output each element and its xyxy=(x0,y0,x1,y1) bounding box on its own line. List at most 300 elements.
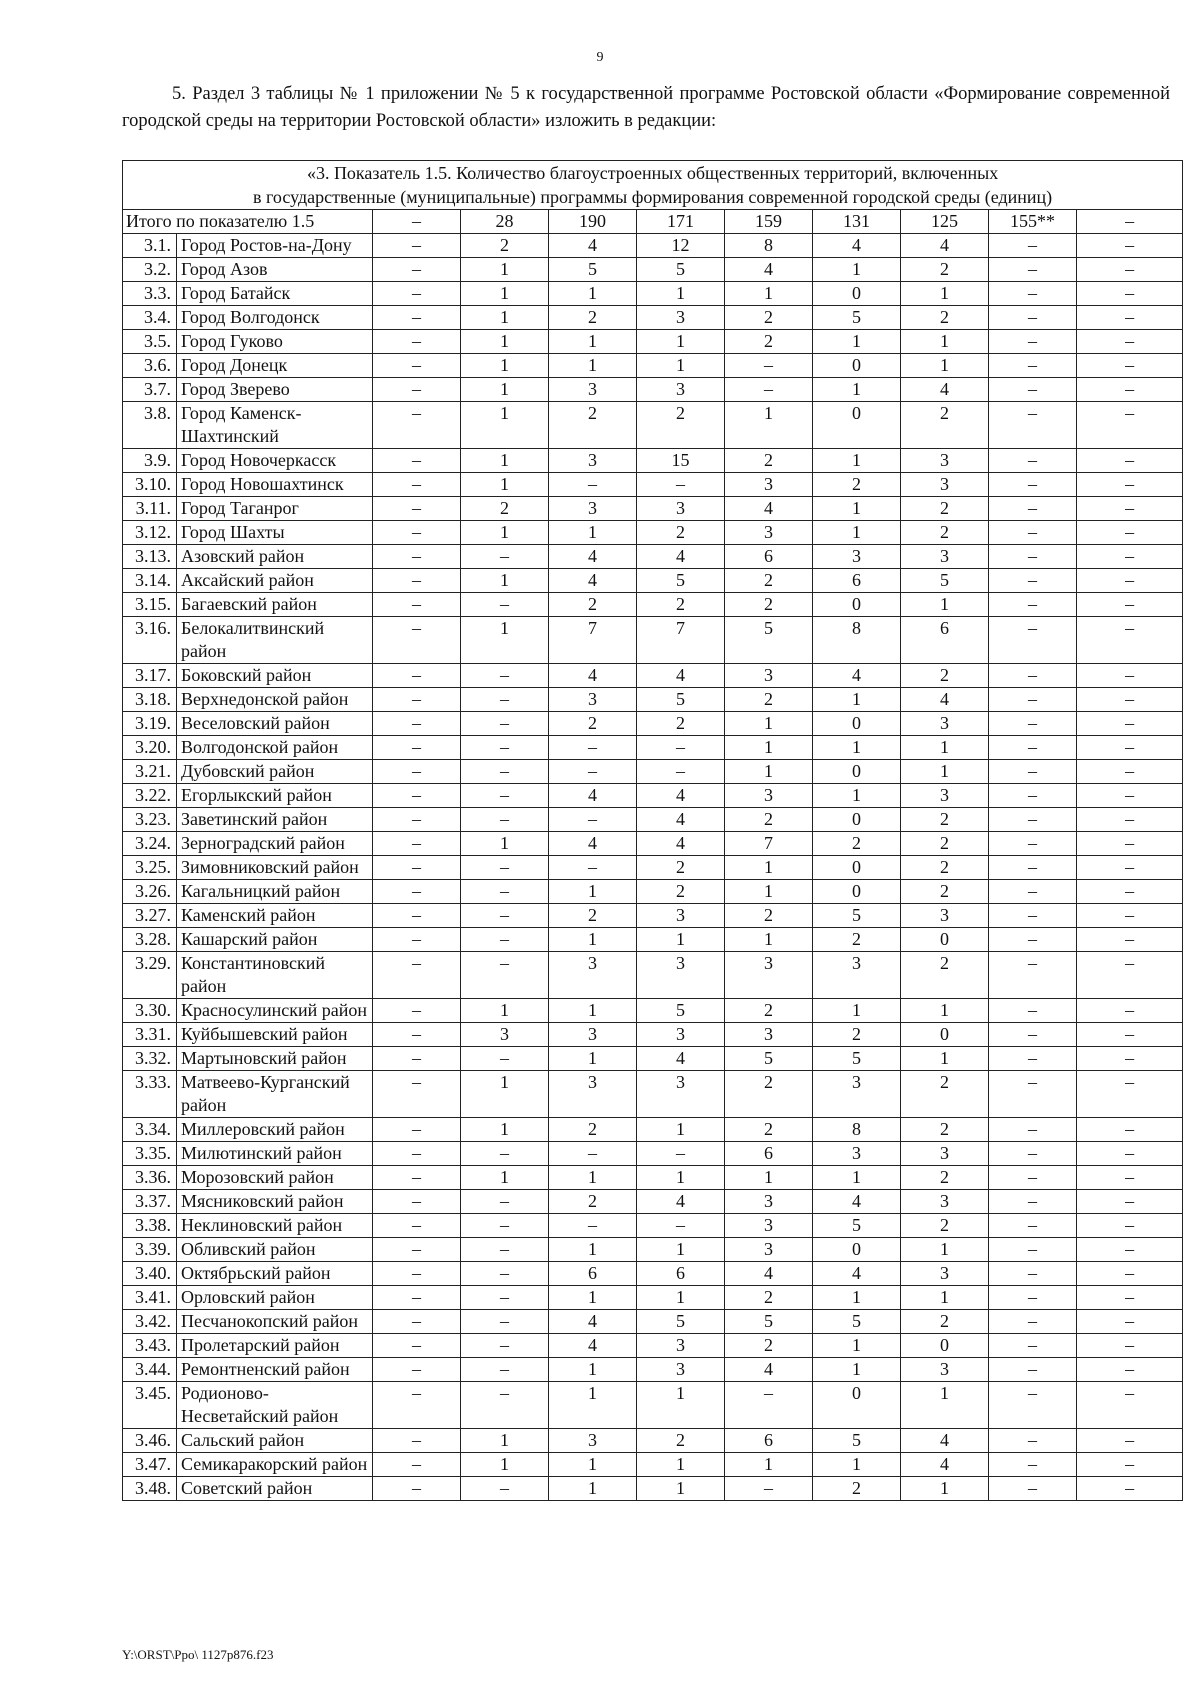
value-cell: – xyxy=(1077,378,1183,402)
value-cell: 1 xyxy=(901,1477,989,1501)
value-cell: – xyxy=(1077,712,1183,736)
row-number: 3.4. xyxy=(123,306,177,330)
value-cell: – xyxy=(1077,808,1183,832)
value-cell: 0 xyxy=(813,880,901,904)
value-cell: 3 xyxy=(637,1023,725,1047)
value-cell: 5 xyxy=(637,999,725,1023)
value-cell: 3 xyxy=(813,1071,901,1118)
row-number: 3.7. xyxy=(123,378,177,402)
value-cell: 1 xyxy=(901,1382,989,1429)
table-title xyxy=(123,161,1183,210)
value-cell: 3 xyxy=(461,1023,549,1047)
value-cell: 2 xyxy=(725,1286,813,1310)
value-cell: – xyxy=(1077,1382,1183,1429)
row-number: 3.16. xyxy=(123,617,177,664)
value-cell: 8 xyxy=(725,234,813,258)
value-cell: – xyxy=(989,497,1077,521)
value-cell: 2 xyxy=(813,928,901,952)
value-cell: – xyxy=(373,1238,461,1262)
value-cell: – xyxy=(1077,736,1183,760)
value-cell: 1 xyxy=(549,354,637,378)
row-number: 3.2. xyxy=(123,258,177,282)
value-cell: – xyxy=(989,664,1077,688)
value-cell: 2 xyxy=(901,832,989,856)
total-value: 159 xyxy=(725,210,813,234)
value-cell: – xyxy=(725,354,813,378)
value-cell: 3 xyxy=(901,712,989,736)
value-cell: 0 xyxy=(813,856,901,880)
value-cell: – xyxy=(373,617,461,664)
value-cell: 1 xyxy=(813,688,901,712)
footer-file-path: Y:\ORST\Ppo\ 1127p876.f23 xyxy=(122,1647,274,1662)
value-cell: 1 xyxy=(461,617,549,664)
value-cell: 3 xyxy=(901,473,989,497)
value-cell: 1 xyxy=(725,856,813,880)
value-cell: – xyxy=(373,1453,461,1477)
table-row xyxy=(123,282,1183,306)
value-cell: 2 xyxy=(549,593,637,617)
value-cell: 1 xyxy=(461,378,549,402)
table-row xyxy=(123,1238,1183,1262)
table-row xyxy=(123,1382,1183,1429)
table-row xyxy=(123,1453,1183,1477)
value-cell: – xyxy=(989,617,1077,664)
municipality-name: Родионово-Несветайский район xyxy=(177,1382,373,1429)
value-cell: – xyxy=(373,1023,461,1047)
value-cell: 2 xyxy=(901,808,989,832)
value-cell: 0 xyxy=(813,354,901,378)
value-cell: 1 xyxy=(725,402,813,449)
value-cell: 2 xyxy=(725,569,813,593)
row-number: 3.24. xyxy=(123,832,177,856)
row-number: 3.42. xyxy=(123,1310,177,1334)
row-number: 3.19. xyxy=(123,712,177,736)
value-cell: 2 xyxy=(901,880,989,904)
value-cell: 2 xyxy=(549,306,637,330)
value-cell: 1 xyxy=(901,1047,989,1071)
table-row xyxy=(123,593,1183,617)
municipality-name: Обливский район xyxy=(177,1238,373,1262)
value-cell: 1 xyxy=(725,1453,813,1477)
value-cell: 1 xyxy=(637,282,725,306)
value-cell: 3 xyxy=(901,1358,989,1382)
value-cell: 1 xyxy=(549,880,637,904)
value-cell: 1 xyxy=(725,736,813,760)
value-cell: – xyxy=(989,928,1077,952)
value-cell: 8 xyxy=(813,1118,901,1142)
value-cell: 1 xyxy=(461,354,549,378)
municipality-name: Песчанокопский район xyxy=(177,1310,373,1334)
value-cell: 0 xyxy=(901,928,989,952)
row-number: 3.9. xyxy=(123,449,177,473)
value-cell: – xyxy=(989,330,1077,354)
value-cell: – xyxy=(637,760,725,784)
table-title-row xyxy=(123,161,1183,210)
value-cell: – xyxy=(989,1214,1077,1238)
value-cell: 1 xyxy=(901,736,989,760)
value-cell: – xyxy=(373,712,461,736)
value-cell: – xyxy=(373,1071,461,1118)
value-cell: 2 xyxy=(549,904,637,928)
value-cell: 2 xyxy=(725,449,813,473)
value-cell: 3 xyxy=(549,1429,637,1453)
municipality-name: Миллеровский район xyxy=(177,1118,373,1142)
value-cell: 4 xyxy=(637,784,725,808)
value-cell: 1 xyxy=(549,282,637,306)
row-number: 3.10. xyxy=(123,473,177,497)
value-cell: 3 xyxy=(637,1334,725,1358)
row-number: 3.30. xyxy=(123,999,177,1023)
value-cell: – xyxy=(989,1166,1077,1190)
value-cell: – xyxy=(1077,1358,1183,1382)
value-cell: – xyxy=(989,904,1077,928)
row-number: 3.18. xyxy=(123,688,177,712)
value-cell: 1 xyxy=(461,832,549,856)
value-cell: 3 xyxy=(725,1190,813,1214)
municipality-name: Город Таганрог xyxy=(177,497,373,521)
value-cell: 2 xyxy=(901,521,989,545)
municipality-name: Город Новочеркасск xyxy=(177,449,373,473)
value-cell: 0 xyxy=(813,712,901,736)
value-cell: – xyxy=(1077,1047,1183,1071)
value-cell: – xyxy=(1077,473,1183,497)
municipality-name: Кагальницкий район xyxy=(177,880,373,904)
municipality-name: Куйбышевский район xyxy=(177,1023,373,1047)
value-cell: – xyxy=(1077,1142,1183,1166)
value-cell: 6 xyxy=(813,569,901,593)
value-cell: 1 xyxy=(813,1166,901,1190)
value-cell: 1 xyxy=(461,569,549,593)
value-cell: 4 xyxy=(637,1190,725,1214)
value-cell: 2 xyxy=(901,306,989,330)
page-number: 9 xyxy=(596,50,604,65)
value-cell: – xyxy=(461,760,549,784)
value-cell: 2 xyxy=(637,521,725,545)
value-cell: 1 xyxy=(549,330,637,354)
row-number: 3.36. xyxy=(123,1166,177,1190)
municipality-name: Город Зверево xyxy=(177,378,373,402)
value-cell: – xyxy=(1077,1023,1183,1047)
value-cell: – xyxy=(461,1358,549,1382)
table-row xyxy=(123,688,1183,712)
value-cell: – xyxy=(989,473,1077,497)
value-cell: – xyxy=(989,880,1077,904)
municipality-name: Неклиновский район xyxy=(177,1214,373,1238)
value-cell: – xyxy=(373,999,461,1023)
value-cell: – xyxy=(1077,1071,1183,1118)
value-cell: – xyxy=(373,330,461,354)
value-cell: – xyxy=(1077,306,1183,330)
value-cell: – xyxy=(1077,784,1183,808)
value-cell: – xyxy=(373,282,461,306)
total-value: 125 xyxy=(901,210,989,234)
table-row xyxy=(123,569,1183,593)
municipality-name: Кашарский район xyxy=(177,928,373,952)
municipality-name: Город Шахты xyxy=(177,521,373,545)
value-cell: 2 xyxy=(901,1310,989,1334)
value-cell: 2 xyxy=(901,1166,989,1190)
value-cell: – xyxy=(989,1358,1077,1382)
value-cell: 4 xyxy=(901,234,989,258)
value-cell: – xyxy=(461,784,549,808)
value-cell: 4 xyxy=(901,1429,989,1453)
value-cell: 2 xyxy=(901,1214,989,1238)
municipality-name: Пролетарский район xyxy=(177,1334,373,1358)
value-cell: – xyxy=(373,1142,461,1166)
value-cell: 3 xyxy=(813,545,901,569)
value-cell: – xyxy=(1077,1429,1183,1453)
value-cell: 3 xyxy=(549,1023,637,1047)
value-cell: – xyxy=(989,999,1077,1023)
value-cell: – xyxy=(1077,282,1183,306)
municipality-name: Каменский район xyxy=(177,904,373,928)
value-cell: – xyxy=(989,521,1077,545)
table-row xyxy=(123,904,1183,928)
value-cell: 2 xyxy=(725,999,813,1023)
value-cell: – xyxy=(989,1190,1077,1214)
table-row xyxy=(123,736,1183,760)
value-cell: 4 xyxy=(637,545,725,569)
row-number: 3.25. xyxy=(123,856,177,880)
value-cell: 7 xyxy=(549,617,637,664)
value-cell: 3 xyxy=(637,952,725,999)
value-cell: 0 xyxy=(813,760,901,784)
value-cell: – xyxy=(373,258,461,282)
value-cell: – xyxy=(1077,234,1183,258)
value-cell: 1 xyxy=(813,378,901,402)
value-cell: – xyxy=(373,354,461,378)
value-cell: 0 xyxy=(901,1023,989,1047)
value-cell: – xyxy=(989,1334,1077,1358)
row-number: 3.22. xyxy=(123,784,177,808)
municipality-name: Ремонтненский район xyxy=(177,1358,373,1382)
value-cell: 1 xyxy=(725,880,813,904)
value-cell: – xyxy=(461,1047,549,1071)
value-cell: 2 xyxy=(813,1023,901,1047)
value-cell: – xyxy=(725,1477,813,1501)
value-cell: 2 xyxy=(725,808,813,832)
value-cell: – xyxy=(1077,928,1183,952)
municipality-name: Боковский район xyxy=(177,664,373,688)
row-number: 3.48. xyxy=(123,1477,177,1501)
value-cell: 3 xyxy=(901,904,989,928)
value-cell: – xyxy=(1077,856,1183,880)
value-cell: – xyxy=(989,545,1077,569)
value-cell: – xyxy=(725,378,813,402)
value-cell: – xyxy=(373,1262,461,1286)
value-cell: 6 xyxy=(901,617,989,664)
value-cell: – xyxy=(989,234,1077,258)
value-cell: – xyxy=(461,952,549,999)
value-cell: 1 xyxy=(901,354,989,378)
value-cell: – xyxy=(461,1286,549,1310)
value-cell: – xyxy=(989,688,1077,712)
row-number: 3.26. xyxy=(123,880,177,904)
value-cell: – xyxy=(461,1382,549,1429)
value-cell: – xyxy=(373,832,461,856)
value-cell: – xyxy=(373,760,461,784)
table-row xyxy=(123,880,1183,904)
value-cell: 0 xyxy=(813,808,901,832)
row-number: 3.35. xyxy=(123,1142,177,1166)
table-row xyxy=(123,1047,1183,1071)
municipality-name: Мясниковский район xyxy=(177,1190,373,1214)
value-cell: – xyxy=(989,736,1077,760)
value-cell: – xyxy=(1077,402,1183,449)
value-cell: – xyxy=(373,880,461,904)
table-row xyxy=(123,1334,1183,1358)
value-cell: 4 xyxy=(637,808,725,832)
row-number: 3.29. xyxy=(123,952,177,999)
row-number: 3.33. xyxy=(123,1071,177,1118)
value-cell: 1 xyxy=(813,1334,901,1358)
value-cell: 1 xyxy=(813,497,901,521)
total-value: 171 xyxy=(637,210,725,234)
value-cell: 4 xyxy=(637,664,725,688)
row-number: 3.38. xyxy=(123,1214,177,1238)
value-cell: – xyxy=(989,569,1077,593)
value-cell: 2 xyxy=(725,593,813,617)
municipality-name: Зерноградский район xyxy=(177,832,373,856)
table-row xyxy=(123,402,1183,449)
value-cell: – xyxy=(461,1477,549,1501)
value-cell: – xyxy=(1077,1238,1183,1262)
value-cell: 3 xyxy=(637,1071,725,1118)
value-cell: 4 xyxy=(813,1262,901,1286)
total-value: 131 xyxy=(813,210,901,234)
municipality-name: Дубовский район xyxy=(177,760,373,784)
table-row xyxy=(123,473,1183,497)
value-cell: – xyxy=(989,1310,1077,1334)
value-cell: – xyxy=(1077,1214,1183,1238)
table-row xyxy=(123,999,1183,1023)
value-cell: 2 xyxy=(461,234,549,258)
value-cell: 1 xyxy=(461,473,549,497)
value-cell: 6 xyxy=(549,1262,637,1286)
value-cell: – xyxy=(989,856,1077,880)
value-cell: – xyxy=(461,664,549,688)
value-cell: – xyxy=(1077,617,1183,664)
row-number: 3.39. xyxy=(123,1238,177,1262)
value-cell: 4 xyxy=(901,1453,989,1477)
value-cell: 5 xyxy=(813,1214,901,1238)
value-cell: 2 xyxy=(549,1118,637,1142)
value-cell: 5 xyxy=(637,1310,725,1334)
row-number: 3.34. xyxy=(123,1118,177,1142)
value-cell: 4 xyxy=(549,1334,637,1358)
value-cell: – xyxy=(1077,521,1183,545)
row-number: 3.37. xyxy=(123,1190,177,1214)
value-cell: 3 xyxy=(901,1142,989,1166)
value-cell: 1 xyxy=(461,306,549,330)
table-row xyxy=(123,1142,1183,1166)
value-cell: – xyxy=(1077,664,1183,688)
value-cell: 2 xyxy=(901,402,989,449)
value-cell: 2 xyxy=(637,880,725,904)
value-cell: – xyxy=(1077,449,1183,473)
table-row xyxy=(123,1166,1183,1190)
value-cell: 3 xyxy=(725,473,813,497)
row-number: 3.1. xyxy=(123,234,177,258)
value-cell: – xyxy=(989,449,1077,473)
value-cell: 3 xyxy=(637,1358,725,1382)
value-cell: 4 xyxy=(725,497,813,521)
row-number: 3.46. xyxy=(123,1429,177,1453)
value-cell: – xyxy=(373,1214,461,1238)
value-cell: 3 xyxy=(725,952,813,999)
value-cell: – xyxy=(373,378,461,402)
municipality-name: Семикаракорский район xyxy=(177,1453,373,1477)
total-row xyxy=(123,210,1183,234)
value-cell: 2 xyxy=(461,497,549,521)
value-cell: – xyxy=(1077,952,1183,999)
value-cell: 1 xyxy=(549,1238,637,1262)
value-cell: 3 xyxy=(901,449,989,473)
intro-paragraph: 5. Раздел 3 таблицы № 1 приложении № 5 к государственной программе Ростовской области «Формирование современной городской среды на территории Ростовской области» изложить в редакции: xyxy=(122,84,1170,131)
value-cell: 4 xyxy=(901,378,989,402)
value-cell: 4 xyxy=(725,1262,813,1286)
value-cell: 1 xyxy=(901,760,989,784)
value-cell: – xyxy=(989,1047,1077,1071)
total-label: Итого по показателю 1.5 xyxy=(123,210,373,234)
value-cell: 2 xyxy=(725,904,813,928)
value-cell: 1 xyxy=(549,1358,637,1382)
value-cell: – xyxy=(461,712,549,736)
table-row xyxy=(123,234,1183,258)
value-cell: – xyxy=(989,1477,1077,1501)
value-cell: – xyxy=(989,282,1077,306)
value-cell: – xyxy=(373,545,461,569)
table-row xyxy=(123,545,1183,569)
row-number: 3.41. xyxy=(123,1286,177,1310)
value-cell: 5 xyxy=(725,1310,813,1334)
value-cell: – xyxy=(373,306,461,330)
row-number: 3.6. xyxy=(123,354,177,378)
value-cell: – xyxy=(989,306,1077,330)
row-number: 3.27. xyxy=(123,904,177,928)
value-cell: 2 xyxy=(901,952,989,999)
municipality-name: Аксайский район xyxy=(177,569,373,593)
value-cell: 0 xyxy=(813,593,901,617)
value-cell: 2 xyxy=(725,330,813,354)
value-cell: 5 xyxy=(637,569,725,593)
table-row xyxy=(123,952,1183,999)
value-cell: 5 xyxy=(813,306,901,330)
value-cell: – xyxy=(1077,880,1183,904)
value-cell: 5 xyxy=(637,258,725,282)
table-row xyxy=(123,1429,1183,1453)
value-cell: 12 xyxy=(637,234,725,258)
value-cell: 2 xyxy=(725,1334,813,1358)
table-row xyxy=(123,1310,1183,1334)
value-cell: 4 xyxy=(637,832,725,856)
table-row xyxy=(123,1477,1183,1501)
table-row xyxy=(123,1262,1183,1286)
row-number: 3.31. xyxy=(123,1023,177,1047)
table-row xyxy=(123,378,1183,402)
municipality-name: Веселовский район xyxy=(177,712,373,736)
value-cell: 5 xyxy=(549,258,637,282)
row-number: 3.44. xyxy=(123,1358,177,1382)
value-cell: – xyxy=(373,664,461,688)
value-cell: – xyxy=(1077,1477,1183,1501)
value-cell: 1 xyxy=(813,1358,901,1382)
table-row xyxy=(123,1214,1183,1238)
value-cell: – xyxy=(373,1286,461,1310)
value-cell: 1 xyxy=(813,999,901,1023)
value-cell: 2 xyxy=(637,712,725,736)
table-row xyxy=(123,1071,1183,1118)
